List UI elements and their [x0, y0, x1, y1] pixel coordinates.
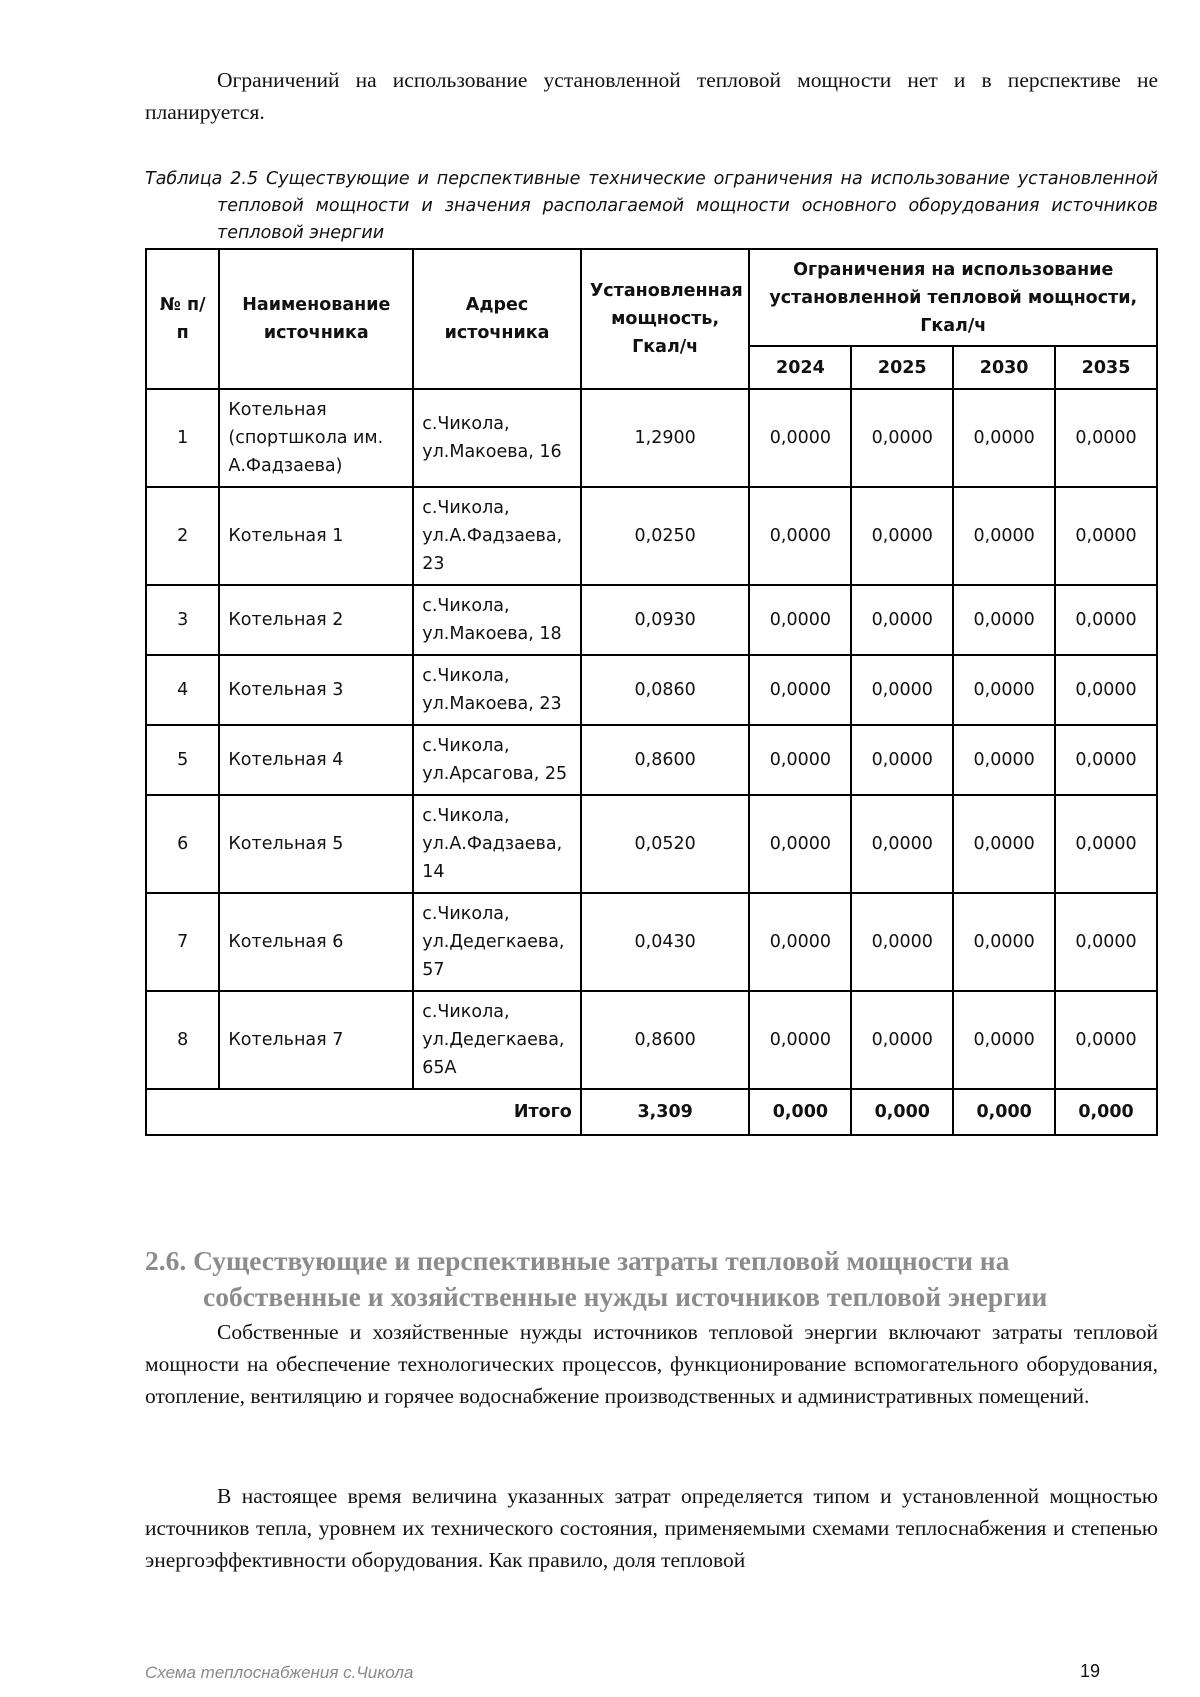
total-label: Итого: [146, 1089, 581, 1135]
cell-limit: 0,0000: [749, 795, 851, 893]
caption-label: Таблица 2.5: [145, 169, 259, 189]
header-capacity: Установленная мощность, Гкал/ч: [581, 249, 750, 389]
header-year: 2035: [1055, 346, 1157, 389]
cell-limit: 0,0000: [851, 487, 953, 585]
header-year: 2030: [953, 346, 1055, 389]
capacity-limits-table: [145, 248, 1158, 1136]
cell-limit: 0,0000: [749, 585, 851, 655]
cell-capacity: 0,8600: [581, 725, 750, 795]
cell-limit: 0,0000: [749, 487, 851, 585]
cell-capacity: 0,0250: [581, 487, 750, 585]
page-number: 19: [1080, 1661, 1101, 1681]
cell-address: с.Чикола, ул.Макоева, 18: [413, 585, 581, 655]
header-limits: Ограничения на использование установленной тепловой мощности, Гкал/ч: [749, 249, 1157, 346]
cell-limit: 0,0000: [1055, 893, 1157, 991]
total-limit: 0,000: [1055, 1089, 1157, 1135]
cell-limit: 0,0000: [1055, 655, 1157, 725]
cell-num: 7: [146, 893, 219, 991]
cell-num: 5: [146, 725, 219, 795]
cell-limit: 0,0000: [851, 893, 953, 991]
cell-address: с.Чикола, ул.А.Фадзаева, 23: [413, 487, 581, 585]
table-row: [146, 893, 1157, 991]
header-num: № п/п: [146, 249, 219, 389]
cell-capacity: 0,0860: [581, 655, 750, 725]
cell-limit: 0,0000: [851, 655, 953, 725]
total-capacity: 3,309: [581, 1089, 750, 1135]
paragraph-text: В настоящее время величина указанных затрат определяется типом и установленной мощностью источников тепла, уровнем их технического состояния, применяемыми схемами теплоснабжения и степенью энергоэффективности оборудования. Как правило, доля тепловой: [145, 1484, 1158, 1572]
cell-limit: 0,0000: [749, 389, 851, 487]
table-row: [146, 389, 1157, 487]
table-row: [146, 655, 1157, 725]
cell-limit: 0,0000: [1055, 585, 1157, 655]
cell-limit: 0,0000: [953, 585, 1055, 655]
heading-line-2: собственные и хозяйственные нужды источников тепловой энергии: [203, 1281, 1048, 1312]
cell-name: Котельная (спортшкола им. А.Фадзаева): [219, 389, 413, 487]
paragraph-text: Собственные и хозяйственные нужды источников тепловой энергии включают затраты тепловой мощности на обеспечение технологических процессов, функционирование вспомогательного оборудования, отопление, вентиляцию и горячее водоснабжение производственных и административных помещений.: [145, 1320, 1158, 1408]
cell-limit: 0,0000: [953, 893, 1055, 991]
footer-title: Схема теплоснабжения с.Чикола: [145, 1663, 414, 1682]
cell-address: с.Чикола, ул.Арсагова, 25: [413, 725, 581, 795]
cell-num: 6: [146, 795, 219, 893]
cell-limit: 0,0000: [1055, 389, 1157, 487]
cell-limit: 0,0000: [749, 655, 851, 725]
cell-limit: 0,0000: [851, 795, 953, 893]
cell-limit: 0,0000: [1055, 795, 1157, 893]
cell-capacity: 1,2900: [581, 389, 750, 487]
header-name: Наименование источника: [219, 249, 413, 389]
cell-limit: 0,0000: [953, 795, 1055, 893]
header-address: Адрес источника: [413, 249, 581, 389]
header-row: [146, 249, 1157, 346]
cell-limit: 0,0000: [851, 991, 953, 1089]
body-paragraph: [145, 1480, 1158, 1576]
total-limit: 0,000: [851, 1089, 953, 1135]
cell-capacity: 0,8600: [581, 991, 750, 1089]
table-row: [146, 991, 1157, 1089]
cell-limit: 0,0000: [953, 725, 1055, 795]
total-row: [146, 1089, 1157, 1135]
cell-limit: 0,0000: [749, 991, 851, 1089]
caption-text: Существующие и перспективные технические ограничения на использование установленной тепловой мощности и значения располагаемой мощности основного оборудования источников тепловой энергии: [217, 169, 1158, 243]
cell-limit: 0,0000: [1055, 487, 1157, 585]
cell-num: 4: [146, 655, 219, 725]
cell-limit: 0,0000: [953, 487, 1055, 585]
cell-limit: 0,0000: [1055, 991, 1157, 1089]
cell-address: с.Чикола, ул.Дедегкаева, 57: [413, 893, 581, 991]
table-row: [146, 725, 1157, 795]
cell-limit: 0,0000: [953, 655, 1055, 725]
cell-name: Котельная 3: [219, 655, 413, 725]
cell-limit: 0,0000: [953, 389, 1055, 487]
cell-name: Котельная 2: [219, 585, 413, 655]
cell-num: 2: [146, 487, 219, 585]
cell-address: с.Чикола, ул.Макоева, 16: [413, 389, 581, 487]
cell-name: Котельная 5: [219, 795, 413, 893]
cell-name: Котельная 4: [219, 725, 413, 795]
cell-num: 8: [146, 991, 219, 1089]
cell-num: 3: [146, 585, 219, 655]
intro-paragraph: [145, 64, 1158, 128]
cell-limit: 0,0000: [953, 991, 1055, 1089]
cell-address: с.Чикола, ул.Макоева, 23: [413, 655, 581, 725]
table-row: [146, 795, 1157, 893]
cell-capacity: 0,0930: [581, 585, 750, 655]
total-limit: 0,000: [953, 1089, 1055, 1135]
cell-name: Котельная 7: [219, 991, 413, 1089]
cell-capacity: 0,0520: [581, 795, 750, 893]
heading-line-1: 2.6. Существующие и перспективные затраты тепловой мощности на: [145, 1245, 1010, 1276]
cell-name: Котельная 1: [219, 487, 413, 585]
cell-limit: 0,0000: [749, 893, 851, 991]
cell-limit: 0,0000: [749, 725, 851, 795]
total-limit: 0,000: [749, 1089, 851, 1135]
table-row: [146, 585, 1157, 655]
table-caption: [145, 166, 1158, 247]
cell-limit: 0,0000: [851, 389, 953, 487]
header-year: 2025: [851, 346, 953, 389]
cell-name: Котельная 6: [219, 893, 413, 991]
header-year: 2024: [749, 346, 851, 389]
cell-limit: 0,0000: [851, 725, 953, 795]
intro-text: Ограничений на использование установленной тепловой мощности нет и в перспективе не планируется.: [145, 68, 1158, 124]
table-row: [146, 487, 1157, 585]
cell-limit: 0,0000: [851, 585, 953, 655]
cell-capacity: 0,0430: [581, 893, 750, 991]
body-paragraph: [145, 1316, 1158, 1412]
cell-limit: 0,0000: [1055, 725, 1157, 795]
cell-num: 1: [146, 389, 219, 487]
cell-address: с.Чикола, ул.Дедегкаева, 65А: [413, 991, 581, 1089]
section-heading: [145, 1243, 1185, 1315]
cell-address: с.Чикола, ул.А.Фадзаева, 14: [413, 795, 581, 893]
